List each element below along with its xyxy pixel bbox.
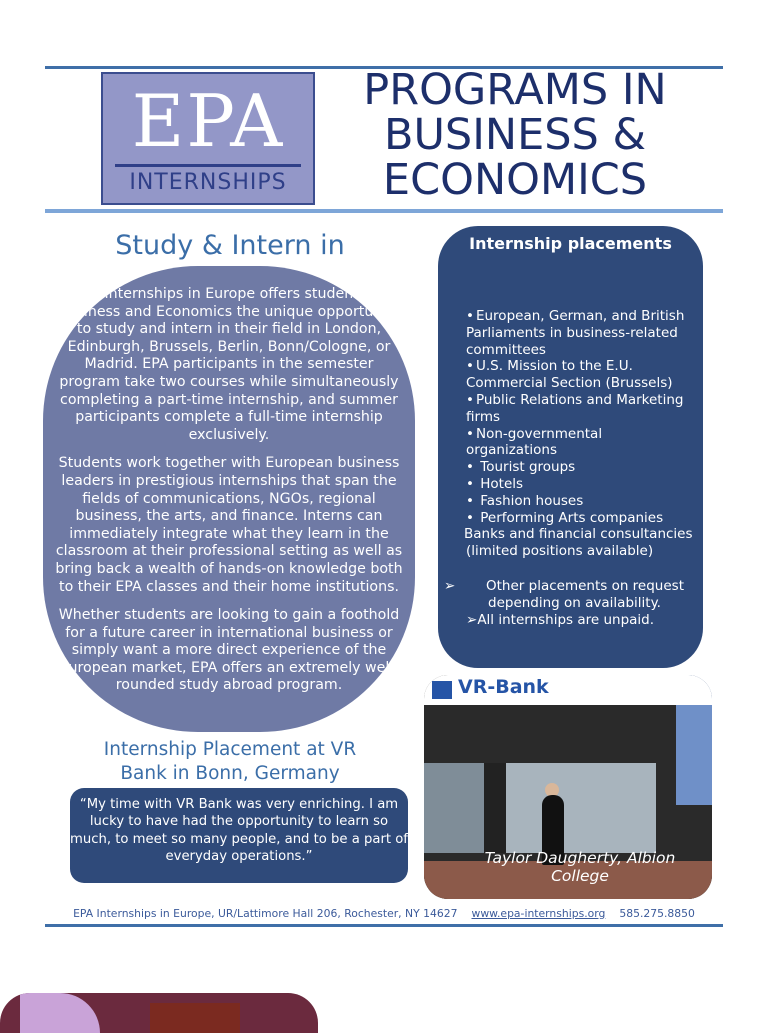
epa-logo bbox=[101, 72, 315, 205]
photo-detail bbox=[150, 1003, 240, 1033]
bullet-icon: • bbox=[422, 526, 430, 543]
bullet-icon: • bbox=[466, 425, 474, 442]
logo-divider bbox=[115, 164, 301, 167]
internship-placements-panel bbox=[422, 226, 703, 668]
placement-heading-line-2: Bank in Bonn, Germany bbox=[120, 763, 340, 784]
arrow-bullet-icon: ➢ bbox=[444, 577, 456, 594]
logo-sub-text: INTERNSHIPS bbox=[129, 170, 287, 195]
bullet-icon: • bbox=[466, 492, 479, 509]
note-item: ➢ Other placements on request depending on availability. bbox=[444, 577, 684, 611]
testimonial-box bbox=[70, 788, 408, 883]
next-page-photo bbox=[0, 993, 318, 1033]
title-line-2: BUSINESS & bbox=[383, 110, 647, 160]
placement-heading-line-1: Internship Placement at VR bbox=[103, 739, 357, 760]
list-item: • Public Relations and Marketing firms bbox=[466, 391, 684, 425]
list-item: • Banks and financial consultancies (limited positions available) bbox=[422, 526, 693, 560]
study-description-panel bbox=[43, 266, 415, 732]
study-paragraph: Whether students are looking to gain a foothold for a future career in international business or simply want a more direct experience of the European market, EPA offers an extremely well-rounded study abroad program. bbox=[58, 607, 400, 694]
list-item: • Fashion houses bbox=[466, 492, 584, 509]
title-line-1: PROGRAMS IN bbox=[363, 65, 667, 115]
bullet-icon: • bbox=[466, 459, 479, 476]
bank-sign bbox=[424, 675, 712, 705]
bullet-icon: • bbox=[466, 475, 479, 492]
study-description bbox=[53, 286, 405, 706]
arrow-bullet-icon: ➢ bbox=[466, 611, 478, 628]
bank-window bbox=[506, 763, 656, 853]
bank-window bbox=[424, 763, 484, 853]
testimonial-quote: “My time with VR Bank was very enriching. I am lucky to have had the opportunity to learn so much, to meet so many people, and to be a part of everyday operations.” bbox=[70, 797, 408, 865]
note-item: ➢All internships are unpaid. bbox=[466, 611, 655, 628]
title-line-3: ECONOMICS bbox=[382, 155, 648, 205]
bank-sign-text: VR-Bank bbox=[458, 676, 549, 698]
placement-heading bbox=[70, 738, 390, 786]
study-paragraph: Students work together with European business leaders in prestigious internships that span the fields of communications, NGOs, regional business, the arts, and finance. Interns can immediately integrate what they learn in the classroom at their professional setting as well as bring back a wealth of hands-on knowledge both to their EPA classes and their home institutions. bbox=[55, 455, 403, 595]
placements-title: Internship placements bbox=[469, 234, 672, 253]
placements-list bbox=[422, 308, 697, 628]
footer-address: EPA Internships in Europe, UR/Lattimore Hall 206, Rochester, NY 14627 bbox=[73, 907, 458, 920]
vr-bank-photo bbox=[424, 675, 712, 899]
bullet-icon: • bbox=[466, 391, 474, 408]
footer-rule bbox=[45, 924, 723, 927]
logo-main-text: EPA bbox=[131, 79, 285, 163]
study-heading: Study & Intern in bbox=[115, 230, 345, 261]
bank-door bbox=[484, 763, 506, 853]
footer bbox=[45, 907, 723, 920]
list-item: • European, German, and British Parliaments in business-related committees bbox=[466, 308, 685, 358]
bullet-icon: • bbox=[466, 358, 474, 375]
vr-bank-logo-icon bbox=[432, 681, 452, 699]
list-item: • U.S. Mission to the E.U. Commercial Section (Brussels) bbox=[466, 358, 673, 392]
list-item: • Hotels bbox=[466, 475, 524, 492]
list-item: • Non-governmental organizations bbox=[466, 425, 603, 459]
bullet-icon: • bbox=[466, 509, 479, 526]
page-title bbox=[340, 65, 690, 205]
photo-caption: Taylor Daugherty, Albion College bbox=[484, 849, 676, 885]
list-item: • Tourist groups bbox=[466, 459, 576, 476]
website-link[interactable]: www.epa-internships.org bbox=[471, 907, 606, 920]
header-rule bbox=[45, 209, 723, 213]
footer-phone: 585.275.8850 bbox=[619, 907, 695, 920]
bullet-icon: • bbox=[466, 308, 474, 324]
list-item: • Performing Arts companies bbox=[466, 509, 664, 526]
study-paragraph: EPA Internships in Europe offers students of Business and Economics the unique opportunity to study and intern in their field in London, Edinburgh, Brussels, Berlin, Bonn/Cologne, or Madrid. EPA participants in the semester program take two courses while simultaneously completing a part-time internship, and summer participants complete a full-time internship exclusively. bbox=[57, 286, 401, 443]
photo-light bbox=[20, 993, 100, 1033]
